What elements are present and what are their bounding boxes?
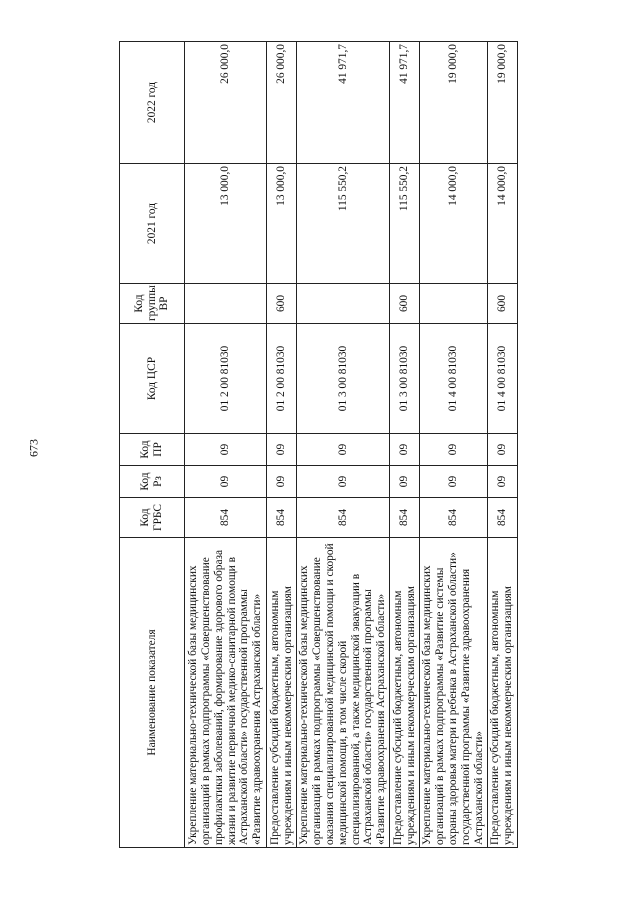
row-vr xyxy=(297,284,390,324)
row-pr: 09 xyxy=(297,434,390,466)
row-2022: 19 000,0 xyxy=(420,42,487,164)
table-row xyxy=(297,42,390,848)
row-name: Предоставление субсидий бюджетным, автономным учреждениям и иным некоммерческим организациям xyxy=(267,538,297,848)
row-2021: 13 000,0 xyxy=(185,164,267,284)
header-2021: 2021 год xyxy=(120,164,185,284)
row-pr: 09 xyxy=(420,434,487,466)
row-2022: 19 000,0 xyxy=(487,42,517,164)
row-vr: 600 xyxy=(267,284,297,324)
row-name: Предоставление субсидий бюджетным, автономным учреждениям и иным некоммерческим организациям xyxy=(390,538,420,848)
table-row xyxy=(390,42,420,848)
row-vr xyxy=(420,284,487,324)
row-2022: 26 000,0 xyxy=(267,42,297,164)
row-vr xyxy=(185,284,267,324)
row-vr: 600 xyxy=(487,284,517,324)
row-2021: 115 550,2 xyxy=(390,164,420,284)
row-name: Укрепление материально-технической базы медицинских организаций в рамках подпрограммы «Совершенствование профилактики заболеваний, формирование здорового образа жизни и развитие первичной медико-санитарной помощи в Астраханской области» государственной программы «Развитие здравоохранения Астраханской области» xyxy=(185,538,267,848)
row-rz: 09 xyxy=(390,466,420,498)
row-csr: 01 3 00 81030 xyxy=(390,324,420,434)
row-grbs: 854 xyxy=(185,498,267,538)
table-row xyxy=(420,42,487,848)
table-row xyxy=(185,42,267,848)
row-2022: 26 000,0 xyxy=(185,42,267,164)
row-2021: 14 000,0 xyxy=(420,164,487,284)
row-csr: 01 4 00 81030 xyxy=(420,324,487,434)
row-pr: 09 xyxy=(487,434,517,466)
row-2021: 13 000,0 xyxy=(267,164,297,284)
header-rz: Код Рз xyxy=(120,466,185,498)
row-name: Предоставление субсидий бюджетным, автономным учреждениям и иным некоммерческим организациям xyxy=(487,538,517,848)
header-vr: Код группы ВР xyxy=(120,284,185,324)
row-name: Укрепление материально-технической базы медицинских организаций в рамках подпрограммы «Совершенствование оказания специализированной медицинской помощи и скорой медицинской помощи, в том числе скорой специализированной, а также медицинской эвакуации в Астраханской области» государственной программы «Развитие здравоохранения Астраханской области» xyxy=(297,538,390,848)
row-rz: 09 xyxy=(420,466,487,498)
row-2022: 41 971,7 xyxy=(297,42,390,164)
row-2022: 41 971,7 xyxy=(390,42,420,164)
row-csr: 01 3 00 81030 xyxy=(297,324,390,434)
row-csr: 01 2 00 81030 xyxy=(185,324,267,434)
row-rz: 09 xyxy=(297,466,390,498)
row-grbs: 854 xyxy=(390,498,420,538)
header-name: Наименование показателя xyxy=(120,538,185,848)
budget-table xyxy=(119,41,518,848)
row-grbs: 854 xyxy=(297,498,390,538)
header-2022: 2022 год xyxy=(120,42,185,164)
row-2021: 115 550,2 xyxy=(297,164,390,284)
page-number: 673 xyxy=(26,439,41,457)
row-rz: 09 xyxy=(267,466,297,498)
row-csr: 01 2 00 81030 xyxy=(267,324,297,434)
row-name: Укрепление материально-технической базы медицинских организаций в рамках подпрограммы «Развитие системы охраны здоровья матери и ребенка в Астраханской области» государственной программы «Развитие здравоохранения Астраханской области» xyxy=(420,538,487,848)
row-grbs: 854 xyxy=(420,498,487,538)
row-grbs: 854 xyxy=(487,498,517,538)
row-2021: 14 000,0 xyxy=(487,164,517,284)
row-pr: 09 xyxy=(185,434,267,466)
header-csr: Код ЦСР xyxy=(120,324,185,434)
row-csr: 01 4 00 81030 xyxy=(487,324,517,434)
table-header-row xyxy=(120,42,185,848)
table-row xyxy=(487,42,517,848)
budget-table-container xyxy=(119,42,514,848)
header-pr: Код ПР xyxy=(120,434,185,466)
row-rz: 09 xyxy=(185,466,267,498)
row-grbs: 854 xyxy=(267,498,297,538)
row-vr: 600 xyxy=(390,284,420,324)
table-row xyxy=(267,42,297,848)
header-grbs: Код ГРБС xyxy=(120,498,185,538)
row-pr: 09 xyxy=(390,434,420,466)
row-pr: 09 xyxy=(267,434,297,466)
row-rz: 09 xyxy=(487,466,517,498)
